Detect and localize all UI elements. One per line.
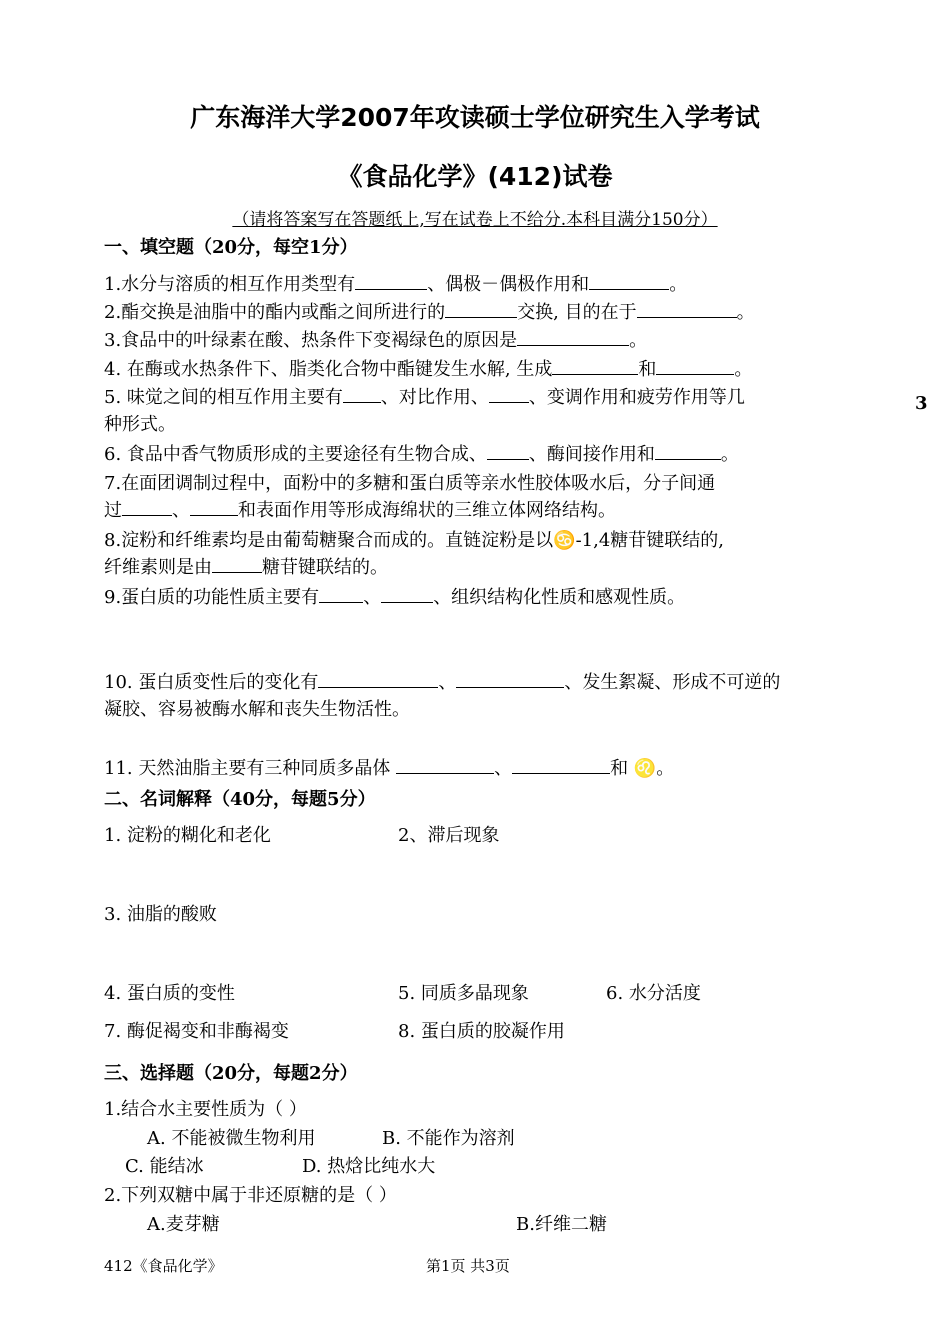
gamma-symbol-icon: ♌ bbox=[633, 758, 657, 779]
section-choice-heading: 三、选择题（20分，每题2分） bbox=[104, 1063, 358, 1084]
fill-question-11: 11. 天然油脂主要有三种同质多晶体 、 和 ♌。 bbox=[104, 758, 675, 779]
answer-blank bbox=[655, 443, 721, 460]
answer-blank bbox=[512, 757, 610, 774]
term-item: 7. 酶促褐变和非酶褐变 bbox=[104, 1021, 289, 1042]
answer-blank bbox=[190, 499, 238, 516]
term-item: 2、滞后现象 bbox=[398, 825, 500, 846]
answer-blank bbox=[318, 671, 438, 688]
answer-blank bbox=[381, 586, 433, 603]
choice-option-d: D. 热焓比纯水大 bbox=[302, 1156, 436, 1177]
answer-blank bbox=[637, 301, 737, 318]
answer-blank bbox=[517, 329, 629, 346]
section-fill-heading: 一、填空题（20分，每空1分） bbox=[104, 237, 358, 258]
term-item: 3. 油脂的酸败 bbox=[104, 904, 217, 925]
answer-blank bbox=[355, 273, 427, 290]
term-item: 4. 蛋白质的变性 bbox=[104, 983, 235, 1004]
choice-option-a: A.麦芽糖 bbox=[147, 1214, 220, 1235]
answer-blank bbox=[589, 273, 669, 290]
exam-note: （请将答案写在答题纸上,写在试卷上不给分.本科目满分150分） bbox=[232, 210, 718, 230]
answer-blank bbox=[212, 556, 262, 573]
fill-question-3: 3.食品中的叶绿素在酸、热条件下变褐绿色的原因是 。 bbox=[104, 330, 648, 351]
choice-option-a: A. 不能被微生物利用 bbox=[147, 1128, 316, 1149]
answer-blank bbox=[122, 499, 172, 516]
choice-option-c: C. 能结冰 bbox=[125, 1156, 204, 1177]
answer-blank bbox=[487, 443, 529, 460]
fill-question-9: 9.蛋白质的功能性质主要有 、 、组织结构化性质和感观性质。 bbox=[104, 587, 686, 608]
term-item: 1. 淀粉的糊化和老化 bbox=[104, 825, 271, 846]
footer-course: 412《食品化学》 bbox=[104, 1257, 223, 1275]
fill-question-8: 8.淀粉和纤维素均是由葡萄糖聚合而成的。直链淀粉是以♋-1,4糖苷键联结的, 纤维素则是由 糖苷键联结的。 bbox=[104, 530, 725, 578]
answer-blank bbox=[319, 586, 363, 603]
answer-blank bbox=[343, 386, 381, 403]
alpha-symbol-icon: ♋ bbox=[553, 530, 576, 551]
answer-blank bbox=[456, 671, 564, 688]
term-item: 6. 水分活度 bbox=[606, 983, 701, 1004]
fill-question-4: 4. 在酶或水热条件下、脂类化合物中酯键发生水解, 生成 和 。 bbox=[104, 359, 753, 380]
fill-question-6: 6. 食品中香气物质形成的主要途径有生物合成、 、酶间接作用和 。 bbox=[104, 444, 739, 465]
fill-question-5: 5. 味觉之间的相互作用主要有 、对比作用、 、变调作用和疲劳作用等几 种形式。 bbox=[104, 387, 745, 435]
answer-blank bbox=[396, 757, 494, 774]
side-page-number: 3 bbox=[915, 393, 928, 414]
choice-question-2: 2.下列双糖中属于非还原糖的是（ ） bbox=[104, 1185, 397, 1206]
choice-option-b: B.纤维二糖 bbox=[516, 1214, 607, 1235]
answer-blank bbox=[656, 358, 734, 375]
answer-blank bbox=[489, 386, 529, 403]
choice-option-b: B. 不能作为溶剂 bbox=[382, 1128, 515, 1149]
section-terms-heading: 二、名词解释（40分，每题5分） bbox=[104, 789, 376, 810]
footer-page-number: 第1页 共3页 bbox=[426, 1257, 510, 1275]
answer-blank bbox=[552, 358, 638, 375]
choice-question-1: 1.结合水主要性质为（ ） bbox=[104, 1099, 307, 1120]
fill-question-2: 2.酯交换是油脂中的酯内或酯之间所进行的 交换, 目的在于 。 bbox=[104, 302, 755, 323]
fill-question-10: 10. 蛋白质变性后的变化有 、 、发生絮凝、形成不可逆的 凝胶、容易被酶水解和丧失生物活性。 bbox=[104, 672, 781, 720]
term-item: 8. 蛋白质的胶凝作用 bbox=[398, 1021, 565, 1042]
answer-blank bbox=[445, 301, 517, 318]
exam-title: 广东海洋大学2007年攻读硕士学位研究生入学考试 bbox=[190, 103, 760, 132]
fill-question-1: 1.水分与溶质的相互作用类型有 、偶极－偶极作用和 。 bbox=[104, 274, 688, 295]
exam-subtitle: 《食品化学》(412)试卷 bbox=[337, 162, 613, 191]
fill-question-7: 7.在面团调制过程中，面粉中的多糖和蛋白质等亲水性胶体吸水后，分子间通 过 、 和表面作用等形成海绵状的三维立体网络结构。 bbox=[104, 473, 716, 521]
term-item: 5. 同质多晶现象 bbox=[398, 983, 529, 1004]
